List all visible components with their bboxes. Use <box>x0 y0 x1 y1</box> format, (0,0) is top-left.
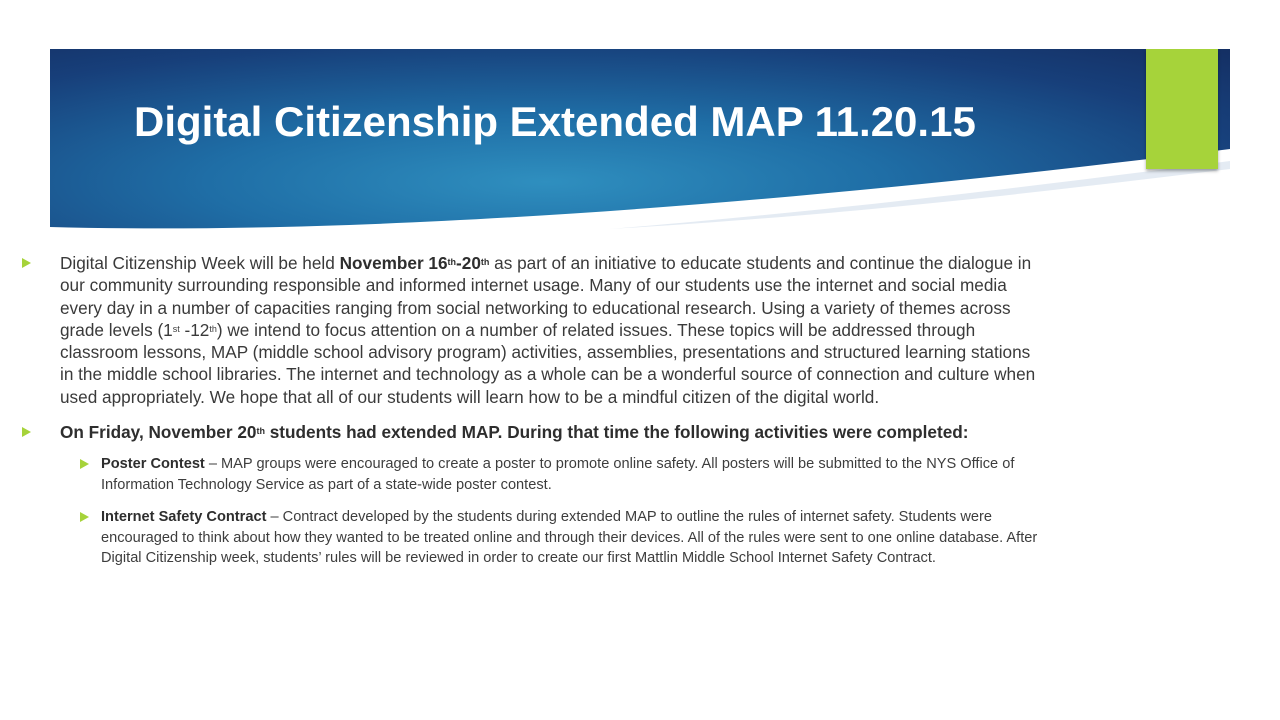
intro-text-c: as part of an initiative to educate students and continue the dialogue in our community surrounding responsible and informed internet usage. Many of our students use the internet and social media every day in a number of capacities ranging from social networking to educational research. Using a variety of themes across grade levels (1 <box>60 253 1032 340</box>
friday-text-a: On Friday, November 20 <box>60 422 257 443</box>
arrow-bullet-icon <box>22 427 31 437</box>
intro-text-e: ) we intend to focus attention on a number of related issues. These topics will be addressed through classroom lessons, MAP (middle school advisory program) activities, assemblies, presentations and structured learning stations in the middle school libraries. The internet and technology as a whole can be a wonderful source of connection and culture when used appropriately. We hope that all of our students will learn how to be a mindful citizen of the digital world. <box>60 319 1036 407</box>
intro-text-a: Digital Citizenship Week will be held <box>60 253 340 273</box>
arrow-bullet-icon <box>80 512 89 522</box>
safety-contract-text: – Contract developed by the students during extended MAP to outline the rules of internet safety. Students were encouraged to think about how they wanted to be treated online and through their devices. All of the rules were sent to one online database. After Digital Citizenship week, students’ rules will be reviewed in order to create our first Mattlin Middle School Internet Safety Contract. <box>101 509 1038 566</box>
poster-contest-text: – MAP groups were encouraged to create a poster to promote online safety. All posters will be submitted to the NYS Office of Information Technology Service as part of a state-wide poster contest. <box>101 456 1015 493</box>
arrow-bullet-icon <box>22 258 31 268</box>
bullet-intro <box>18 252 1048 408</box>
green-accent-tab <box>1146 49 1218 169</box>
slide-body <box>18 252 1048 568</box>
safety-contract-label: Internet Safety Contract <box>101 509 271 526</box>
sup-th: th <box>209 323 217 334</box>
poster-contest-label: Poster Contest <box>101 456 205 473</box>
sub-bullet-poster-contest <box>18 454 1048 495</box>
sup-st: st <box>172 323 180 334</box>
slide-title: Digital Citizenship Extended MAP 11.20.15 <box>134 98 976 145</box>
bullet-friday <box>18 421 1048 443</box>
friday-sup: th <box>256 426 265 437</box>
friday-text-b: students had extended MAP. During that time the following activities were completed: <box>264 422 969 443</box>
sub-bullet-safety-contract <box>18 507 1048 568</box>
arrow-bullet-icon <box>80 459 89 469</box>
intro-text-d: -12 <box>179 319 210 340</box>
intro-date-bold: November 16th-20th <box>339 253 490 273</box>
